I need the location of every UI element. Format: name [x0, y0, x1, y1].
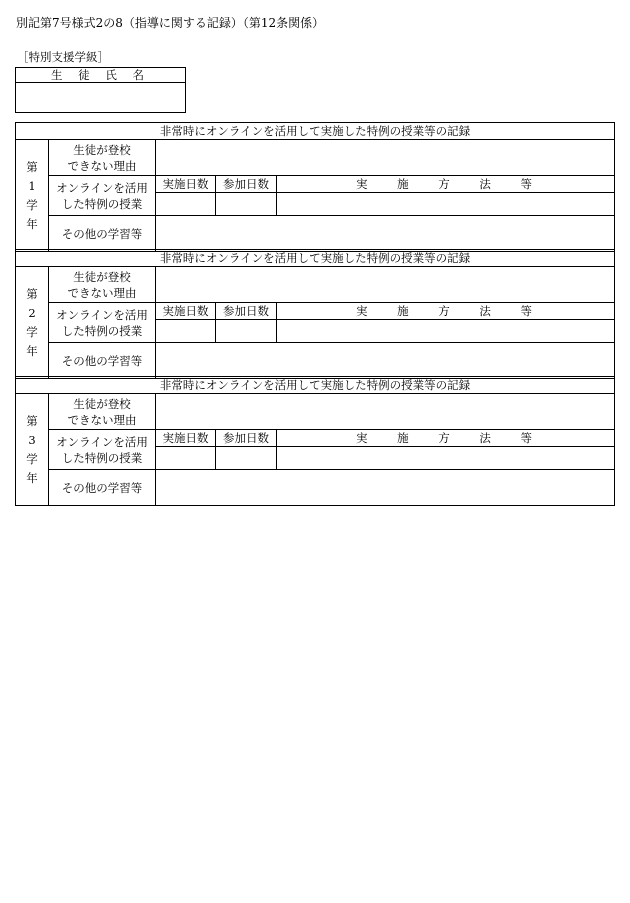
other-learning-field[interactable] [156, 470, 615, 506]
days-held-label: 実施日数 [156, 303, 216, 320]
days-attended-label: 参加日数 [216, 303, 277, 320]
year-label: 第 3 学 年 [16, 394, 49, 506]
student-name-header: 生 徒 氏 名 [16, 68, 186, 83]
days-held-field[interactable] [156, 447, 216, 470]
online-class-label: オンラインを活用 した特例の授業 [49, 430, 156, 470]
reason-label: 生徒が登校 できない理由 [49, 394, 156, 430]
record-heading: 非常時にオンラインを活用して実施した特例の授業等の記録 [16, 123, 615, 140]
days-held-label: 実施日数 [156, 430, 216, 447]
record-heading: 非常時にオンラインを活用して実施した特例の授業等の記録 [16, 250, 615, 267]
other-learning-label: その他の学習等 [49, 343, 156, 379]
year-label: 第 2 学 年 [16, 267, 49, 379]
method-label: 実 施 方 法 等 [277, 176, 615, 193]
section-label: ［特別支援学級］ [17, 50, 109, 64]
online-class-label: オンラインを活用 した特例の授業 [49, 303, 156, 343]
method-label: 実 施 方 法 等 [277, 430, 615, 447]
year-label: 第 1 学 年 [16, 140, 49, 252]
other-learning-label: その他の学習等 [49, 470, 156, 506]
student-name-field[interactable] [16, 83, 186, 113]
reason-field[interactable] [156, 267, 615, 303]
days-attended-field[interactable] [216, 320, 277, 343]
other-learning-field[interactable] [156, 343, 615, 379]
reason-field[interactable] [156, 140, 615, 176]
days-held-field[interactable] [156, 193, 216, 216]
document-title: 別記第7号様式2の8（指導に関する記録）（第12条関係） [16, 16, 325, 30]
days-attended-field[interactable] [216, 193, 277, 216]
student-name-box [15, 67, 186, 113]
other-learning-field[interactable] [156, 216, 615, 252]
method-label: 実 施 方 法 等 [277, 303, 615, 320]
year-2-record-table [15, 249, 615, 379]
method-field[interactable] [277, 447, 615, 470]
reason-label: 生徒が登校 できない理由 [49, 140, 156, 176]
days-attended-label: 参加日数 [216, 176, 277, 193]
method-field[interactable] [277, 320, 615, 343]
days-held-field[interactable] [156, 320, 216, 343]
days-attended-label: 参加日数 [216, 430, 277, 447]
reason-field[interactable] [156, 394, 615, 430]
days-attended-field[interactable] [216, 447, 277, 470]
online-class-label: オンラインを活用 した特例の授業 [49, 176, 156, 216]
year-3-record-table [15, 376, 615, 506]
days-held-label: 実施日数 [156, 176, 216, 193]
method-field[interactable] [277, 193, 615, 216]
reason-label: 生徒が登校 できない理由 [49, 267, 156, 303]
other-learning-label: その他の学習等 [49, 216, 156, 252]
year-1-record-table [15, 122, 615, 252]
record-heading: 非常時にオンラインを活用して実施した特例の授業等の記録 [16, 377, 615, 394]
